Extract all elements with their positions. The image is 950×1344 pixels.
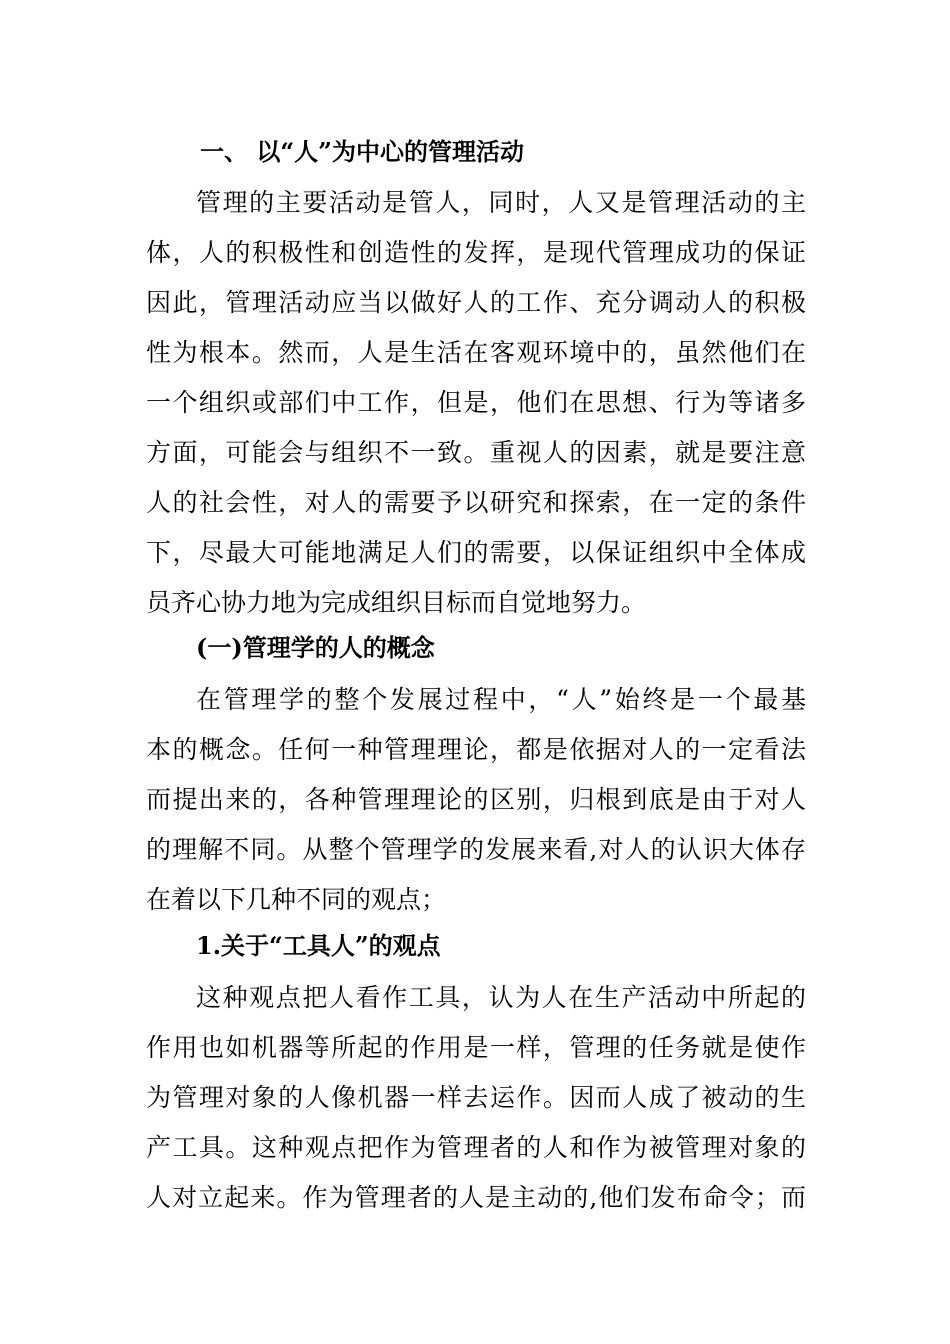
paragraph-line: 一个组织或部们中工作，但是，他们在思想、行为等诸多 [146, 388, 806, 417]
paragraph-line: 体，人的积极性和创造性的发挥，是现代管理成功的保证 [146, 238, 806, 267]
paragraph-line: 人的社会性，对人的需要予以研究和探索，在一定的条件 [146, 488, 806, 517]
paragraph-line: 方面，可能会与组织不一致。重视人的因素，就是要注意 [146, 438, 806, 467]
paragraph-line: 性为根本。然而，人是生活在客观环境中的，虽然他们在 [146, 338, 806, 367]
paragraph-line: 管理的主要活动是管人，同时，人又是管理活动的主 [196, 188, 806, 217]
paragraph-line: 员齐心协力地为完成组织目标而自觉地努力。 [146, 588, 647, 617]
paragraph-intro [146, 178, 806, 628]
paragraph-line: 而提出来的，各种管理理论的区别，归根到底是由于对人 [146, 785, 806, 814]
paragraph-line: 因此，管理活动应当以做好人的工作、充分调动人的积极 [146, 288, 806, 317]
paragraph-line: 作用也如机器等所起的作用是一样，管理的任务就是使作 [146, 1033, 806, 1062]
item-heading: 1.关于“工具人”的观点 [196, 931, 441, 960]
paragraph-line: 产工具。这种观点把作为管理者的人和作为被管理对象的 [146, 1133, 806, 1162]
paragraph-line: 在着以下几种不同的观点； [146, 885, 447, 914]
paragraph-line: 人对立起来。作为管理者的人是主动的,他们发布命令；而 [146, 1183, 806, 1212]
subsection-heading: (一)管理学的人的概念 [196, 633, 435, 662]
paragraph-line: 的理解不同。从整个管理学的发展来看,对人的认识大体存 [146, 835, 806, 864]
paragraph-line: 下，尽最大可能地满足人们的需要，以保证组织中全体成 [146, 538, 806, 567]
paragraph-line: 在管理学的整个发展过程中，“人”始终是一个最基 [196, 685, 806, 714]
section-heading: 一、 以“人”为中心的管理活动 [200, 137, 524, 166]
paragraph-line: 为管理对象的人像机器一样去运作。因而人成了被动的生 [146, 1083, 806, 1112]
paragraph-line: 这种观点把人看作工具，认为人在生产活动中所起的 [196, 983, 806, 1012]
paragraph-concept [146, 675, 806, 925]
paragraph-line: 本的概念。任何一种管理理论，都是依据对人的一定看法 [146, 735, 806, 764]
paragraph-tool-person [146, 973, 806, 1223]
